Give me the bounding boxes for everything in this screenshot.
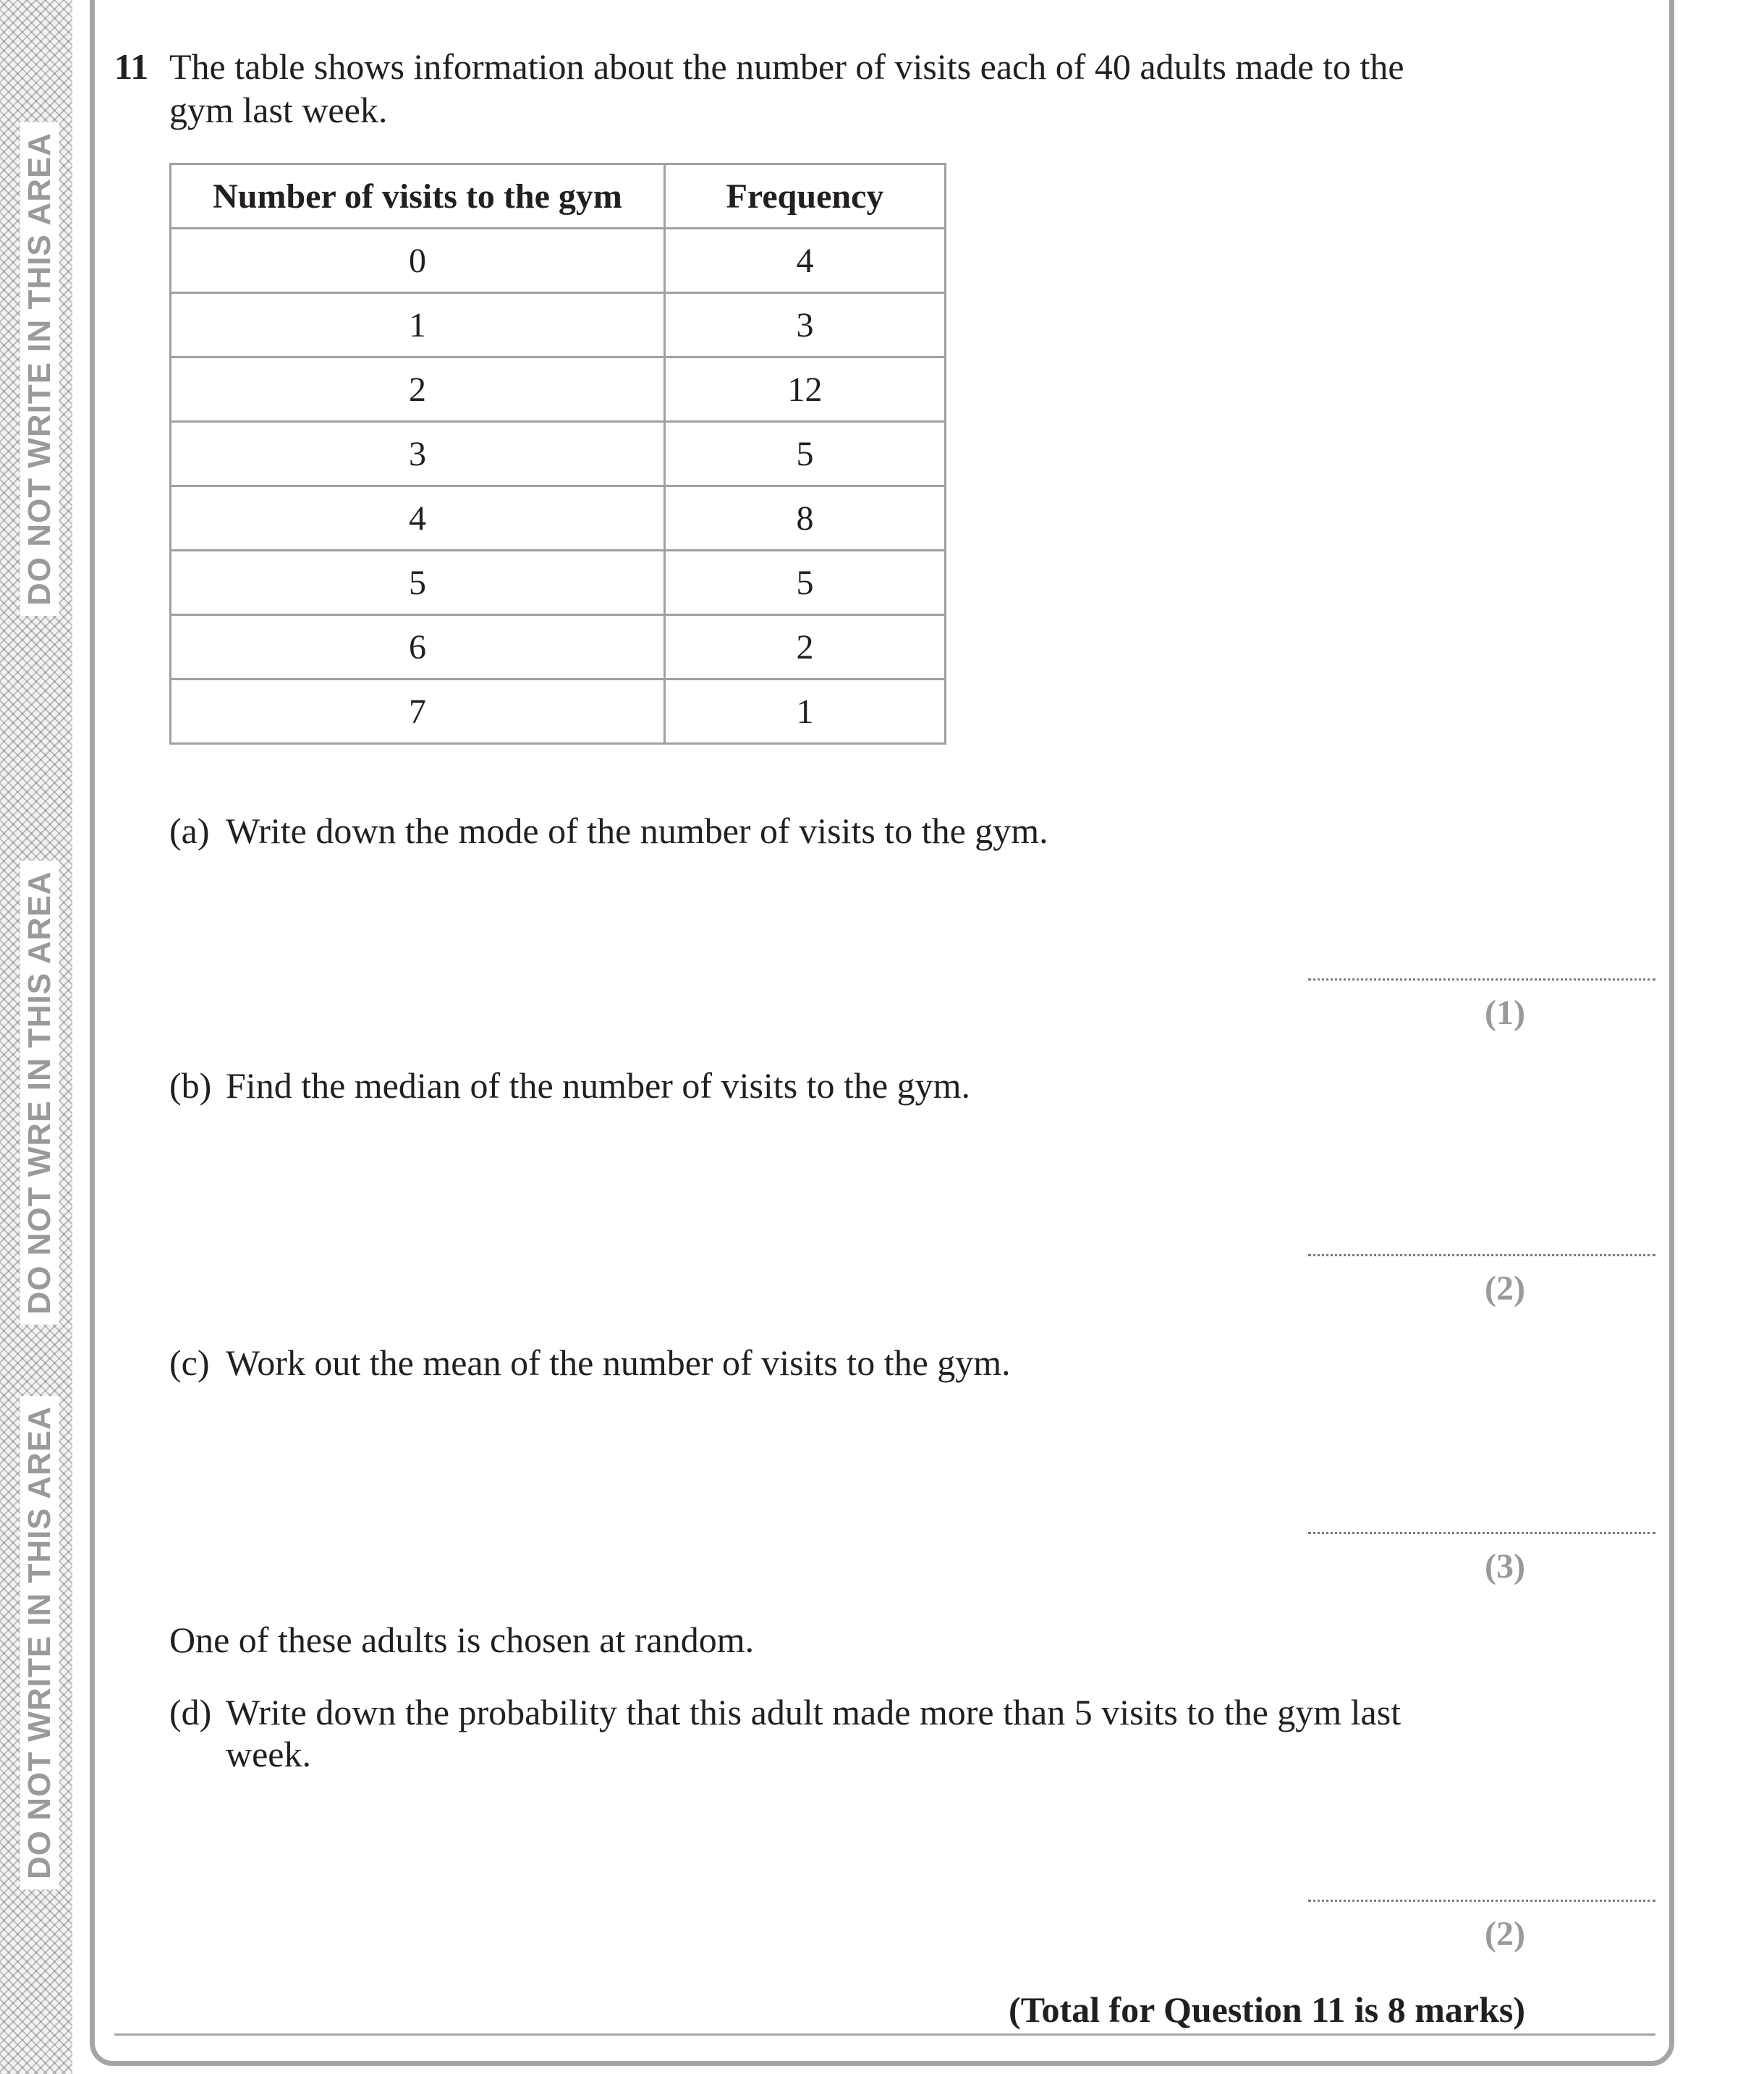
visits-cell: 7 xyxy=(171,680,665,744)
visits-cell: 6 xyxy=(171,615,665,680)
question-intro-line2: gym last week. xyxy=(169,90,388,130)
bottom-rule xyxy=(114,2033,1655,2036)
frequency-cell: 3 xyxy=(665,293,946,357)
table-header-row xyxy=(171,164,946,229)
part-a-label: (a) xyxy=(169,810,210,851)
margin-warning-middle: DO NOT WRE IN THIS AREA xyxy=(20,861,59,1325)
frequency-table xyxy=(169,163,946,745)
frequency-cell: 5 xyxy=(665,422,946,486)
part-c-answer-line[interactable] xyxy=(1308,1532,1655,1534)
table-row xyxy=(171,551,946,615)
visits-cell: 0 xyxy=(171,229,665,293)
table-row xyxy=(171,615,946,680)
part-c-marks: (3) xyxy=(1485,1547,1525,1586)
header-frequency: Frequency xyxy=(665,164,946,229)
table-row xyxy=(171,229,946,293)
random-statement: One of these adults is chosen at random. xyxy=(169,1620,755,1660)
part-b-text: Find the median of the number of visits to the gym. xyxy=(226,1065,971,1106)
frequency-cell: 1 xyxy=(665,680,946,744)
part-d-text-line1: Write down the probability that this adult made more than 5 visits to the gym last xyxy=(226,1692,1402,1732)
part-a-text: Write down the mode of the number of visits to the gym. xyxy=(226,810,1048,851)
part-d-text-line2: week. xyxy=(226,1734,311,1774)
question-total: (Total for Question 11 is 8 marks) xyxy=(1009,1989,1525,2030)
part-b-marks: (2) xyxy=(1485,1269,1525,1308)
table-row xyxy=(171,486,946,551)
margin-warning-top: DO NOT WRITE IN THIS AREA xyxy=(20,122,59,616)
table-row xyxy=(171,293,946,357)
table-row xyxy=(171,357,946,422)
frequency-cell: 8 xyxy=(665,486,946,551)
header-visits: Number of visits to the gym xyxy=(171,164,665,229)
part-c-text: Work out the mean of the number of visits to the gym. xyxy=(226,1342,1011,1383)
part-d-label: (d) xyxy=(169,1692,212,1732)
part-a-marks: (1) xyxy=(1485,994,1525,1032)
frequency-cell: 5 xyxy=(665,551,946,615)
part-b-label: (b) xyxy=(169,1065,212,1106)
part-d-marks: (2) xyxy=(1485,1915,1525,1953)
part-c-label: (c) xyxy=(169,1342,210,1383)
visits-cell: 1 xyxy=(171,293,665,357)
visits-cell: 5 xyxy=(171,551,665,615)
visits-cell: 2 xyxy=(171,357,665,422)
frequency-cell: 12 xyxy=(665,357,946,422)
frequency-cell: 4 xyxy=(665,229,946,293)
part-d-answer-line[interactable] xyxy=(1308,1900,1655,1902)
part-a-answer-line[interactable] xyxy=(1308,978,1655,981)
table-row xyxy=(171,680,946,744)
part-b-answer-line[interactable] xyxy=(1308,1254,1655,1256)
question-number: 11 xyxy=(114,46,149,87)
question-intro-line1: The table shows information about the number of visits each of 40 adults made to the xyxy=(169,46,1404,87)
margin-warning-bottom: DO NOT WRITE IN THIS AREA xyxy=(20,1396,59,1889)
frequency-cell: 2 xyxy=(665,615,946,680)
table-row xyxy=(171,422,946,486)
visits-cell: 4 xyxy=(171,486,665,551)
visits-cell: 3 xyxy=(171,422,665,486)
